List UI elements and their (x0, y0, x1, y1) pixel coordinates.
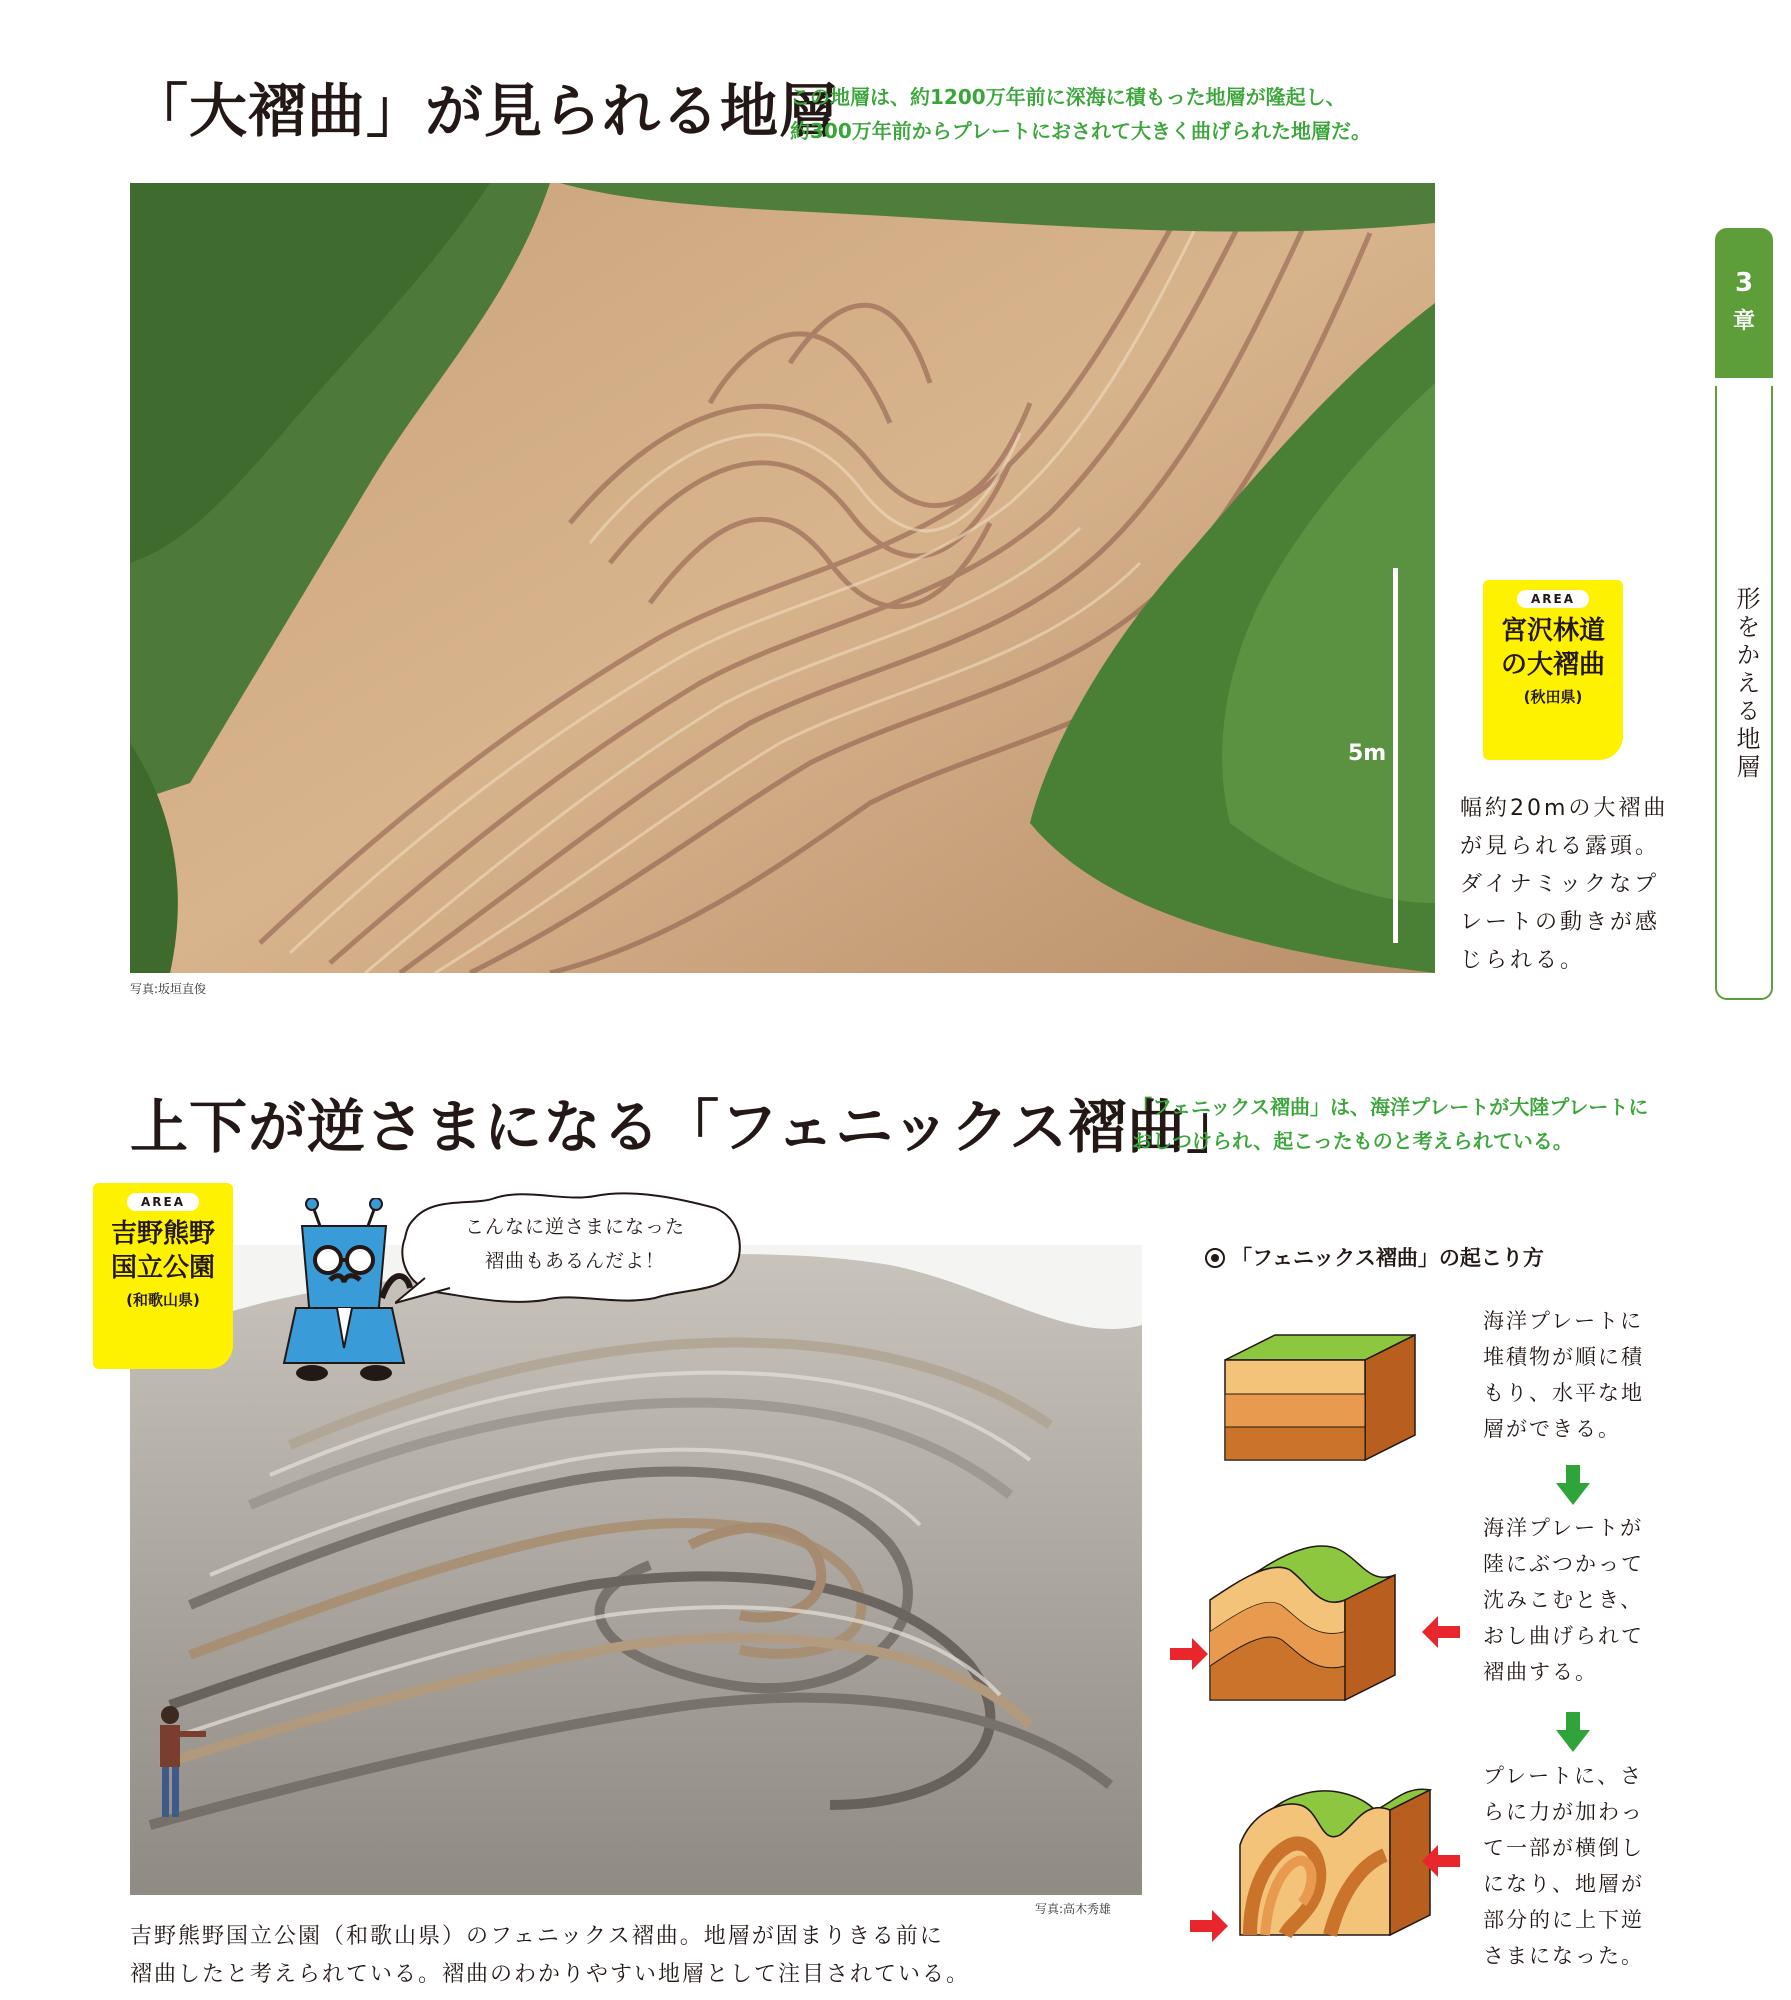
step-line: になり、地層が (1483, 1872, 1644, 1896)
step-line: 層ができる。 (1483, 1417, 1621, 1441)
chapter-title: 形をかえる地層 (1732, 586, 1760, 782)
step-line: 海洋プレートが (1483, 1516, 1644, 1540)
step-line: 海洋プレートに (1483, 1309, 1644, 1333)
caption-line2: 褶曲したと考えられている。褶曲のわかりやすい地層として注目されている。 (130, 1962, 971, 1987)
section2-photo-credit: 写真:高木秀雄 (1035, 1902, 1112, 1916)
strata-flat-diagram (1215, 1330, 1425, 1470)
step-line: 部分的に上下逆 (1483, 1908, 1644, 1932)
desc-line: 幅約20mの大褶曲 (1460, 796, 1669, 821)
area-name-line1: 吉野熊野 (110, 1219, 215, 1249)
area-name-line2: 国立公園 (110, 1253, 215, 1283)
caption-line1: 吉野熊野国立公園（和歌山県）のフェニックス褶曲。地層が固まりきる前に (130, 1924, 944, 1949)
chapter-tab[interactable] (1715, 228, 1773, 378)
desc-line: レートの動きが感 (1460, 910, 1661, 935)
area-name-line2: の大褶曲 (1500, 650, 1605, 680)
step3-text (1483, 1758, 1683, 1974)
bubble-line2: 褶曲もあるんだよ！ (484, 1250, 665, 1272)
scale-bar (1393, 568, 1398, 943)
red-push-arrow-icon (1422, 1616, 1460, 1648)
red-push-arrow-icon (1170, 1638, 1208, 1670)
speech-bubble-text (415, 1210, 735, 1278)
section2-lead-line2: おしつけられ、起こったものと考えられている。 (1132, 1129, 1573, 1153)
step-line: プレートに、さ (1483, 1764, 1644, 1788)
step-line: らに力が加わっ (1483, 1800, 1644, 1824)
area-label: AREA (1517, 590, 1589, 608)
step-line: て一部が横倒し (1483, 1836, 1644, 1860)
strata-folding-diagram (1170, 1540, 1460, 1710)
strata-overturned-diagram (1190, 1785, 1460, 1960)
area-prefecture: (秋田県) (1523, 688, 1583, 706)
target-bullet-icon (1205, 1248, 1225, 1268)
step-line: 褶曲する。 (1483, 1660, 1598, 1684)
section1-description (1460, 790, 1675, 980)
mascot-character (282, 1198, 422, 1388)
area-name (1483, 614, 1623, 682)
section1-photo-credit: 写真:坂垣直俊 (130, 982, 207, 996)
section1-lead-line2: 約300万年前からプレートにおされて大きく曲げられた地層だ。 (790, 119, 1371, 143)
step-line: おし曲げられて (1483, 1624, 1644, 1648)
chapter-number: 3 (1734, 268, 1754, 298)
chapter-title-tab (1715, 386, 1773, 1000)
step-line: 堆積物が順に積 (1483, 1345, 1644, 1369)
desc-line: じられる。 (1460, 948, 1586, 973)
red-push-arrow-icon (1190, 1910, 1228, 1942)
step1-text (1483, 1303, 1683, 1447)
area-name-line1: 宮沢林道 (1500, 616, 1605, 646)
area-name (93, 1217, 233, 1285)
scale-label: 5m (1348, 741, 1387, 766)
section1-lead-line1: この地層は、約1200万年前に深海に積もった地層が隆起し、 (790, 85, 1346, 109)
step-line: 沈みこむとき、 (1483, 1588, 1644, 1612)
diagram-title (1205, 1242, 1544, 1272)
diagram-title-text: 「フェニックス褶曲」の起こり方 (1231, 1246, 1544, 1270)
area-label: AREA (127, 1193, 199, 1211)
speech-bubble (395, 1188, 750, 1306)
section2-title: 上下が逆さまになる「フェニックス褶曲」 (130, 1093, 1246, 1161)
area-tag-miyazawa (1483, 580, 1623, 760)
green-down-arrow-icon (1556, 1465, 1590, 1505)
fold-photo-miyazawa-image (130, 183, 1435, 973)
area-tag-yoshino (93, 1183, 233, 1369)
step-line: さまになった。 (1483, 1944, 1644, 1968)
bubble-line1: こんなに逆さまになった (464, 1216, 685, 1238)
section2-caption (130, 1918, 970, 1994)
step-line: もり、水平な地 (1483, 1381, 1644, 1405)
step2-text (1483, 1510, 1683, 1690)
chapter-label: 章 (1732, 309, 1755, 334)
step-line: 陸にぶつかって (1483, 1552, 1644, 1576)
area-prefecture: (和歌山県) (126, 1291, 200, 1309)
section2-lead-line1: 「フェニックス褶曲」は、海洋プレートが大陸プレートに (1132, 1095, 1649, 1119)
green-down-arrow-icon (1556, 1712, 1590, 1752)
fold-photo-miyazawa (130, 183, 1435, 973)
section1-lead (790, 80, 1371, 148)
section1-title: 「大褶曲」が見られる地層 (130, 77, 839, 145)
desc-line: ダイナミックなプ (1460, 872, 1660, 897)
desc-line: が見られる露頭。 (1460, 834, 1661, 859)
section2-lead (1132, 1090, 1648, 1158)
